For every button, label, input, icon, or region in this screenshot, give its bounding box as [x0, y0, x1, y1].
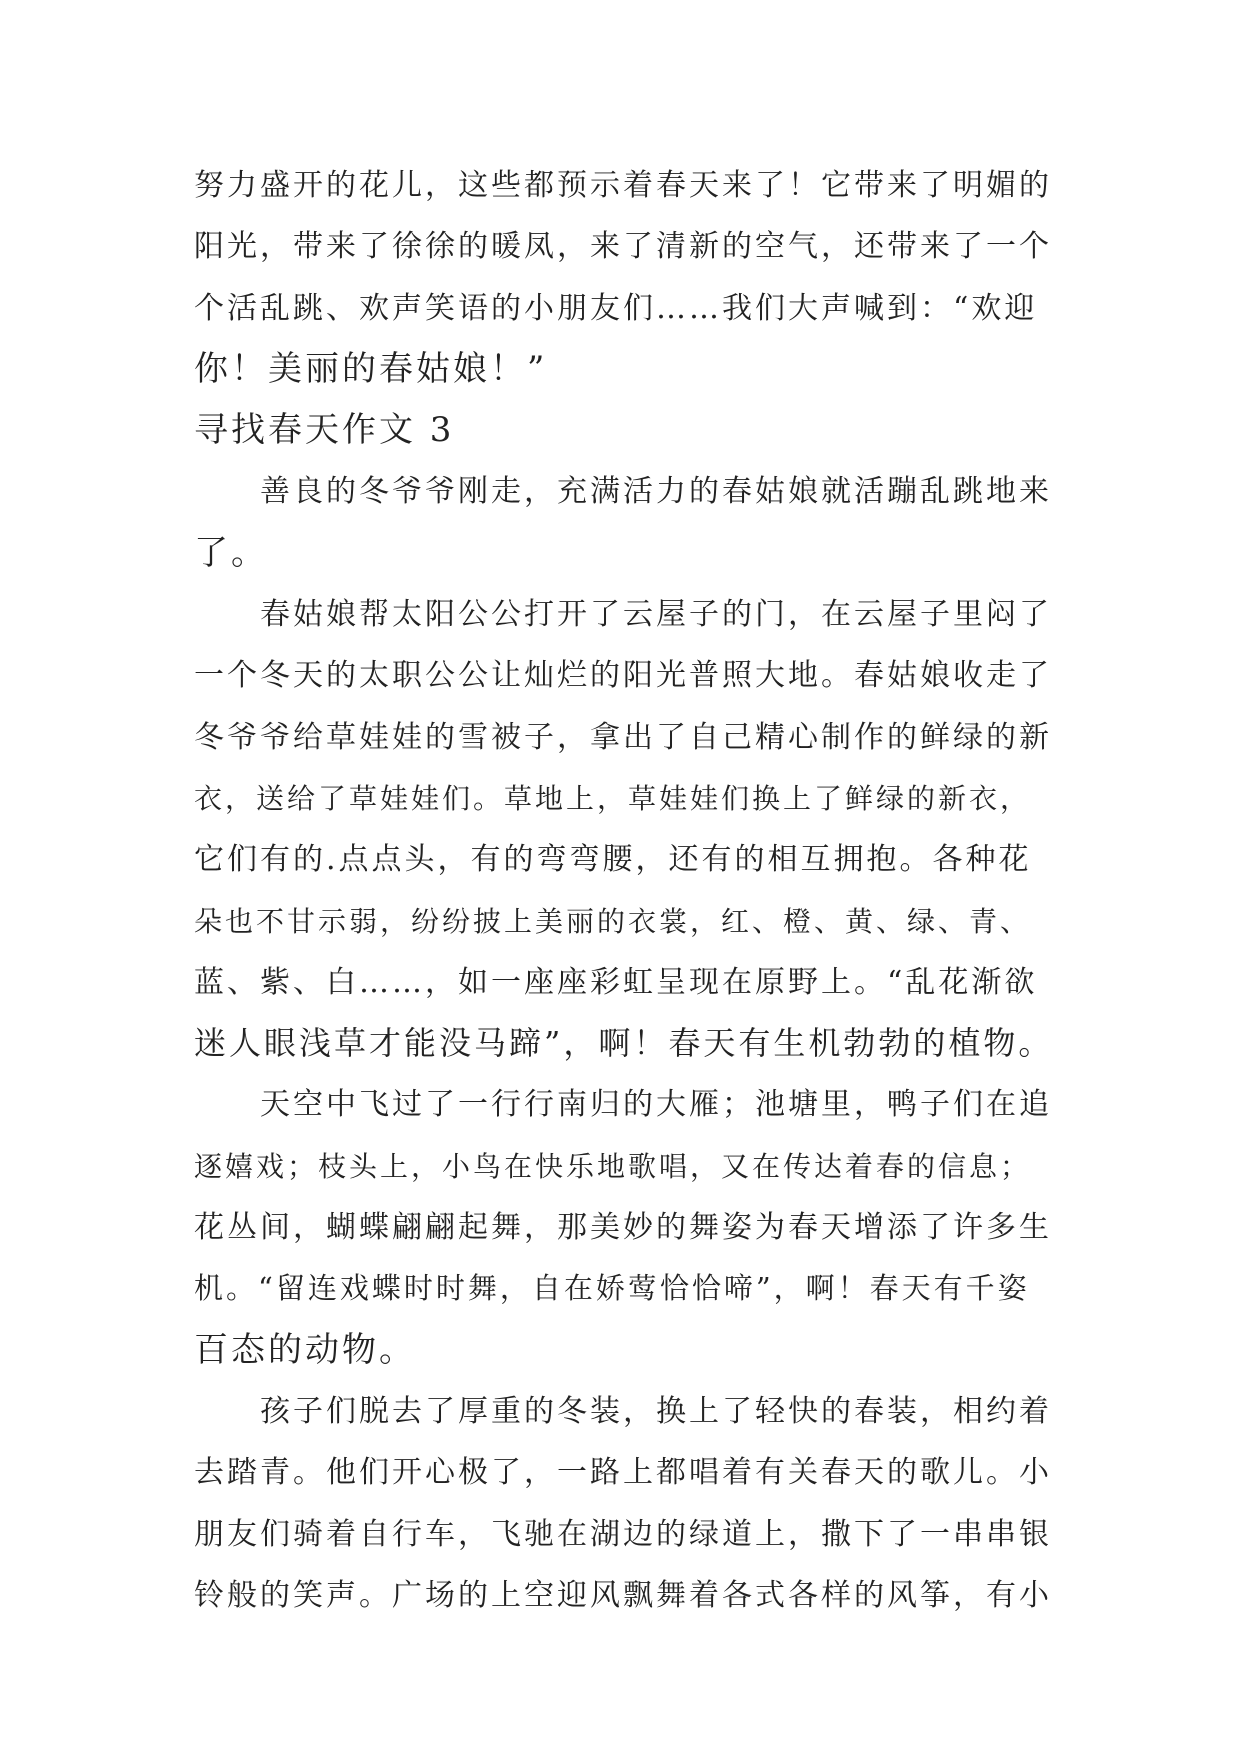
text-line: 一个冬天的太职公公让灿烂的阳光普照大地。春姑娘收走了 — [194, 658, 1052, 694]
text-line: 了。 — [194, 532, 268, 573]
text-line: 去踏青。他们开心极了，一路上都唱着有关春天的歌儿。小 — [194, 1455, 1052, 1491]
text-line: 阳光，带来了徐徐的暖凤，来了清新的空气，还带来了一个 — [194, 229, 1052, 265]
text-line: 花丛间，蝴蝶翩翩起舞，那美妙的舞姿为春天增添了许多生 — [194, 1210, 1052, 1246]
text-line: 衣，送给了草娃娃们。草地上，草娃娃们换上了鲜绿的新衣， — [194, 781, 1032, 815]
text-line: 春姑娘帮太阳公公打开了云屋子的门，在云屋子里闷了 — [194, 597, 1052, 633]
text-line: 个活乱跳、欢声笑语的小朋友们……我们大声喊到：“欢迎 — [194, 290, 1038, 326]
text-line: 机。“留连戏蝶时时舞，自在娇莺恰恰啼”，啊！春天有千姿 — [194, 1271, 1030, 1306]
text-line: 天空中飞过了一行行南归的大雁；池塘里，鸭子们在追 — [194, 1087, 1052, 1123]
text-line: 孩子们脱去了厚重的冬装，换上了轻快的春装，相约着 — [194, 1393, 1052, 1429]
text-line: 铃般的笑声。广场的上空迎风飘舞着各式各样的风筝，有小 — [194, 1577, 1052, 1613]
text-line: 百态的动物。 — [194, 1329, 416, 1370]
text-line: 你！美丽的春姑娘！” — [194, 348, 548, 389]
text-line: 冬爷爷给草娃娃的雪被子，拿出了自己精心制作的鲜绿的新 — [194, 719, 1052, 755]
text-line: 它们有的.点点头，有的弯弯腰，还有的相互拥抱。各种花 — [194, 842, 1032, 878]
text-line: 朵也不甘示弱，纷纷披上美丽的衣裳，红、橙、黄、绿、青、 — [194, 904, 1032, 938]
text-line: 努力盛开的花儿，这些都预示着春天来了！它带来了明媚的 — [194, 168, 1052, 203]
text-line: 逐嬉戏；枝头上，小鸟在快乐地歌唱，又在传达着春的信息； — [194, 1149, 1032, 1183]
essay-body — [194, 155, 1054, 1626]
text-line: 朋友们骑着自行车，飞驰在湖边的绿道上，撒下了一串串银 — [194, 1516, 1052, 1552]
text-line: 迷人眼浅草才能没马蹄”，啊！春天有生机勃勃的植物。 — [194, 1024, 1054, 1063]
section-heading: 寻找春天作文 3 — [194, 410, 455, 451]
text-line: 善良的冬爷爷刚走，充满活力的春姑娘就活蹦乱跳地来 — [194, 474, 1052, 510]
text-line: 蓝、紫、白……，如一座座彩虹呈现在原野上。“乱花渐欲 — [194, 964, 1038, 1000]
